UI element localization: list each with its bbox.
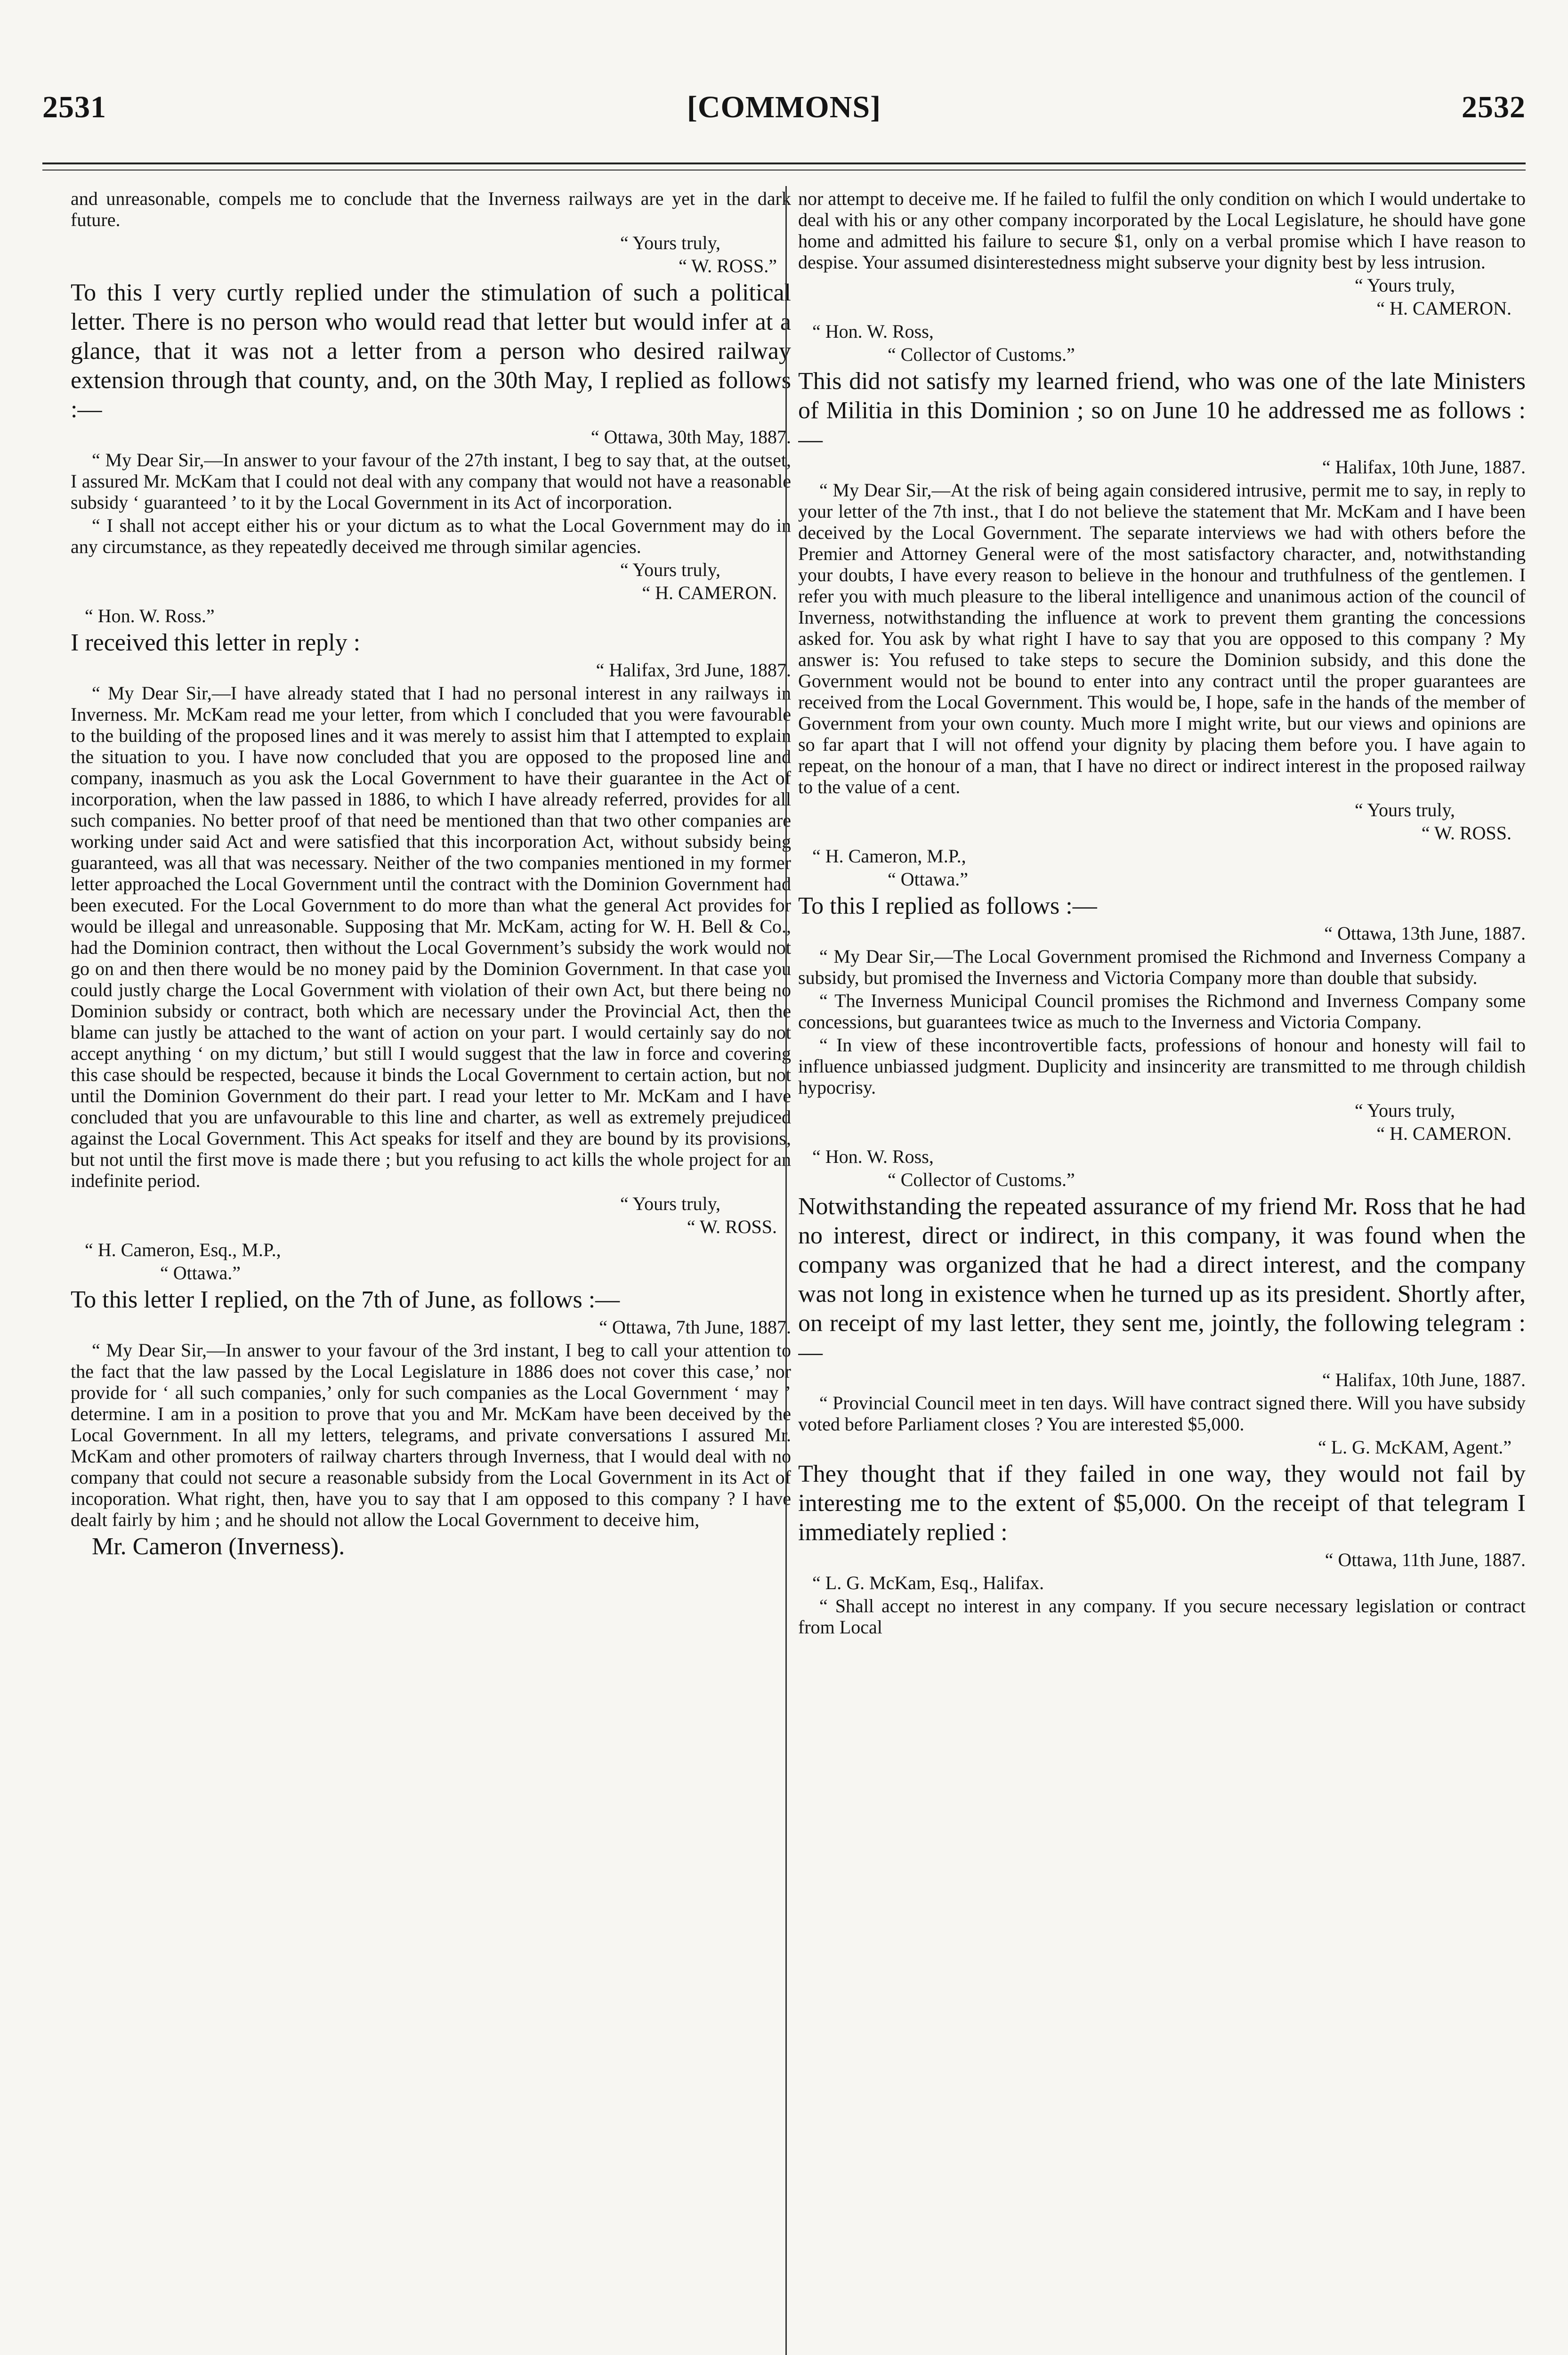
left-paragraph: To this I very curtly replied under the stimulation of such a political letter. There is no person who would read that letter but would infer at a glance, that it was not a letter from a person who desired railway extension through that county, and, on the 30th May, I replied as follows :— <box>71 279 791 423</box>
header-rule <box>42 162 1526 164</box>
page-title: [COMMONS] <box>687 90 881 124</box>
right-paragraph: “ Provincial Council meet in ten days. Will have contract signed there. Will you have subsidy voted before Parliament closes ? You are interested $5,000. <box>798 1392 1526 1435</box>
page-number-right: 2532 <box>1462 90 1526 124</box>
right-paragraph: They thought that if they failed in one way, they would not fail by interesting me to the extent of $5,000. On the receipt of that telegram I immediately replied : <box>798 1461 1526 1546</box>
left-paragraph: “ W. ROSS.” <box>679 255 777 276</box>
right-paragraph: “ Yours truly, <box>1355 1100 1455 1121</box>
right-paragraph: nor attempt to deceive me. If he failed to fulfil the only condition on which I would undertake to deal with his or any other company incorporated by the Local Legislature, he should have gone home and admitted his failure to secure $1, only on a verbal promise which I have reason to despise. Your assumed disinterestedness might subserve your dignity best by less intrusion. <box>798 188 1526 273</box>
column-divider <box>785 186 787 2355</box>
right-paragraph: “ Ottawa, 13th June, 1887. <box>1324 923 1526 944</box>
left-paragraph: “ Halifax, 3rd June, 1887. <box>596 659 791 681</box>
right-paragraph: “ Collector of Customs.” <box>888 344 1075 365</box>
left-paragraph: “ Yours truly, <box>620 232 720 253</box>
left-paragraph: “ My Dear Sir,—In answer to your favour of the 27th instant, I beg to say that, at the outset, I assured Mr. McKam that I could not deal with any company that would not have a reasonable subsidy ‘ guaranteed ’ to it by the Local Government in its Act of incorporation. <box>71 449 791 513</box>
right-paragraph: “ H. CAMERON. <box>1376 1123 1511 1144</box>
left-paragraph: “ I shall not accept either his or your dictum as to what the Local Government may do in any circumstance, as they repeatedly deceived me through similar agencies. <box>71 515 791 557</box>
right-paragraph: “ Halifax, 10th June, 1887. <box>1322 456 1526 478</box>
right-paragraph: “ Yours truly, <box>1355 275 1455 296</box>
left-paragraph: “ Yours truly, <box>620 559 720 580</box>
left-paragraph: “ Ottawa.” <box>160 1262 241 1283</box>
right-paragraph: Notwithstanding the repeated assurance of my friend Mr. Ross that he had no interest, direct or indirect, in this company, it was found when the company was organized that he had a direct interest, and the company was not long in existence when he turned up as its president. Shortly after, on receipt of my last letter, they sent me, jointly, the following telegram :— <box>798 1193 1526 1366</box>
left-paragraph: “ My Dear Sir,—In answer to your favour of the 3rd instant, I beg to call your attention to the fact that the law passed by the Local Legislature in 1886 does not cover this case,’ nor provide for ‘ all such companies,’ only for such companies as the Local Government ‘ may ’ determine. I am in a position to prove that you and Mr. McKam have been deceived by the Local Government. In all my letters, telegrams, and private conversations I assured Mr. McKam and other promoters of railway charters through Inverness, that I would deal with no company that could not secure a reasonable subsidy from the Local Government in its Act of incoporation. What right, then, have you to say that I am opposed to this company ? I have dealt fairly by him ; and he should not allow the Local Government to deceive him, <box>71 1340 791 1530</box>
right-paragraph: “ L. G. McKAM, Agent.” <box>1317 1437 1511 1458</box>
left-paragraph: “ My Dear Sir,—I have already stated that I had no personal interest in any railways in Inverness. Mr. McKam read me your letter, from which I concluded that you were favourable to the building of the proposed lines and it was merely to assist him that I attempted to explain the situation to you. I have now concluded that you are opposed to the proposed line and company, inasmuch as you ask the Local Government to have their guarantee in the Act of incorporation, when the law passed in 1886, to which I have already referred, provides for all such companies. No better proof of that need be mentioned than that two other companies are working under said Act and were satisfied that this incorporation Act, without subsidy being guaranteed, was all that was necessary. Neither of the two companies mentioned in my former letter approached the Local Government until the contract with the Dominion Government had been executed. For the Local Government to do more than what the general Act provides for would be illegal and unreasonable. Supposing that Mr. McKam, acting for W. H. Bell & Co., had the Dominion contract, then without the Local Government’s subsidy the work would not go on and then there would be no money paid by the Dominion Government. In that case you could justly charge the Local Government with violation of their own Act, but there being no Dominion subsidy or contract, both which are necessary under the Provincial Act, then the blame can justly be attached to the want of action on your part. I would certainly say do not accept anything ‘ on my dictum,’ but still I would suggest that the law in force and covering this case should be respected, because it binds the Local Government to certain action, but not until the Dominion Government do their part. I read your letter to Mr. McKam and I have concluded that you are unfavourable to this line and charter, as well as extremely prejudiced against the Local Government. This Act speaks for itself and they are bound by its provisions, but not until the first move is made there ; but you refusing to act kills the whole project for an indefinite period. <box>71 682 791 1191</box>
left-paragraph: Mr. Cameron (Inverness). <box>92 1533 345 1560</box>
right-paragraph: “ W. ROSS. <box>1421 822 1511 844</box>
left-paragraph: “ Hon. W. Ross.” <box>85 605 215 626</box>
left-paragraph: “ W. ROSS. <box>687 1216 777 1237</box>
right-paragraph: “ The Inverness Municipal Council promises the Richmond and Inverness Company some concessions, but guarantees twice as much to the Inverness and Victoria Company. <box>798 990 1526 1032</box>
right-paragraph: “ Shall accept no interest in any company. If you secure necessary legislation or contract from Local <box>798 1595 1526 1638</box>
right-paragraph: “ H. Cameron, M.P., <box>812 845 966 867</box>
right-paragraph: “ Halifax, 10th June, 1887. <box>1322 1369 1526 1390</box>
left-paragraph: “ Yours truly, <box>620 1193 720 1214</box>
left-paragraph: “ H. CAMERON. <box>642 582 777 603</box>
page-header <box>42 89 1526 132</box>
left-paragraph: “ Ottawa, 30th May, 1887. <box>590 426 791 447</box>
right-paragraph: “ In view of these incontrovertible facts, professions of honour and honesty will fail to influence unbiassed judgment. Duplicity and insincerity are transmitted to me through childish hypocrisy. <box>798 1034 1526 1098</box>
right-paragraph: “ Collector of Customs.” <box>888 1169 1075 1190</box>
page-number-left: 2531 <box>42 90 106 124</box>
right-paragraph: This did not satisfy my learned friend, who was one of the late Ministers of Militia in this Dominion ; so on June 10 he addressed me as follows :— <box>798 368 1526 453</box>
right-paragraph: “ Hon. W. Ross, <box>812 321 934 342</box>
left-paragraph: “ H. Cameron, Esq., M.P., <box>85 1239 281 1260</box>
left-column <box>71 186 791 2355</box>
right-paragraph: “ Ottawa, 11th June, 1887. <box>1325 1549 1526 1570</box>
right-paragraph: “ Ottawa.” <box>888 869 969 890</box>
right-paragraph: “ Hon. W. Ross, <box>812 1146 934 1167</box>
right-paragraph: “ My Dear Sir,—The Local Government promised the Richmond and Inverness Company a subsidy, but promised the Inverness and Victoria Company more than double that subsidy. <box>798 946 1526 988</box>
right-paragraph: “ L. G. McKam, Esq., Halifax. <box>812 1572 1044 1593</box>
left-paragraph: To this letter I replied, on the 7th of June, as follows :— <box>71 1286 620 1313</box>
right-paragraph: “ Yours truly, <box>1355 799 1455 820</box>
right-paragraph: “ My Dear Sir,—At the risk of being again considered intrusive, permit me to say, in reply to your letter of the 7th inst., that I do not believe the statement that Mr. McKam and I have been deceived by the Local Government. The separate interviews we had with others before the Premier and Attorney General were of the most satisfactory character, and, notwithstanding your doubts, I have every reason to believe in the honour and truthfulness of the gentlemen. I refer you with much pleasure to the liberal intelligence and unanimous action of the council of Inverness, notwithstanding the influence at work to prevent them granting the concessions asked for. You ask by what right I have to say that you are opposed to this company ? My answer is: You refused to take steps to secure the Dominion subsidy, and this done the Government would not be bound to enter into any contract until the proper guarantees are received from the Local Government. This would be, I hope, safe in the hands of the member of Government from your own county. Much more I might write, but our views and opinions are so far apart that I will not offend your dignity by placing them before you. I have again to repeat, on the honour of a man, that I have no direct or indirect interest in the proposed railway to the value of a cent. <box>798 479 1526 797</box>
right-paragraph: To this I replied as follows :— <box>798 893 1097 919</box>
header-rule-thin <box>42 170 1526 171</box>
left-paragraph: and unreasonable, compels me to conclude that the Inverness railways are yet in the dark future. <box>71 188 791 230</box>
right-paragraph: “ H. CAMERON. <box>1376 298 1511 319</box>
right-column <box>798 186 1526 2355</box>
left-paragraph: I received this letter in reply : <box>71 629 361 656</box>
left-paragraph: “ Ottawa, 7th June, 1887. <box>599 1316 791 1338</box>
